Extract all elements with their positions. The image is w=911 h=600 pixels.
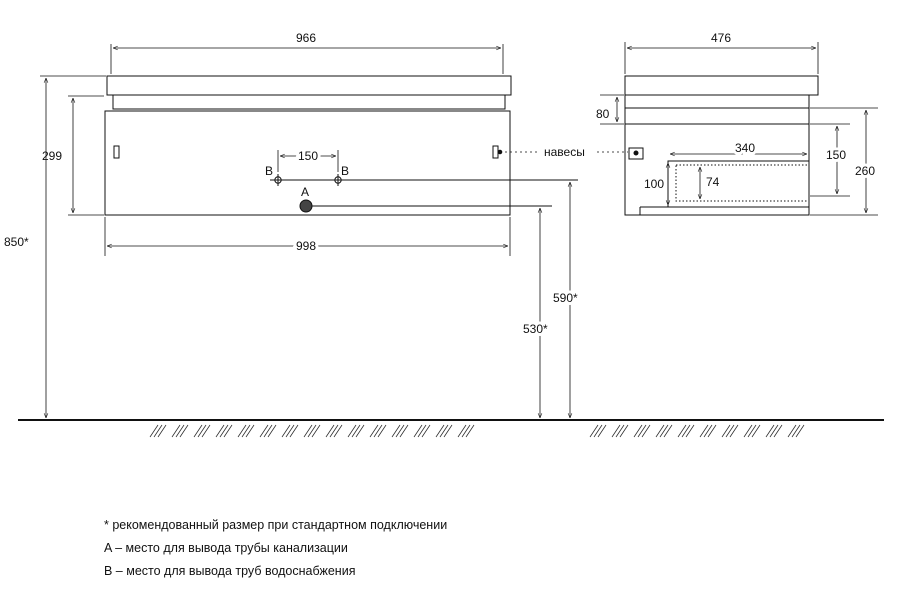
front-view (40, 44, 578, 418)
hatch-stroke (220, 425, 228, 437)
hatch-stroke (418, 425, 426, 437)
dim-340: 340 (734, 141, 756, 155)
hatch-stroke (172, 425, 180, 437)
label-b-right: B (341, 164, 350, 178)
hatch-stroke (642, 425, 650, 437)
dim-150-pipes: 150 (297, 149, 319, 163)
dim-966: 966 (295, 31, 317, 45)
dim-74: 74 (706, 175, 720, 189)
hatch-stroke (242, 425, 250, 437)
hatch-stroke (660, 425, 668, 437)
hatch-stroke (378, 425, 386, 437)
label-a: A (301, 185, 310, 199)
hatch-stroke (774, 425, 782, 437)
hatch-stroke (304, 425, 312, 437)
hatch-stroke (656, 425, 664, 437)
hatch-stroke (268, 425, 276, 437)
hatch-stroke (264, 425, 272, 437)
hatch-stroke (374, 425, 382, 437)
hatch-stroke (260, 425, 268, 437)
hatch-stroke (726, 425, 734, 437)
hatch-stroke (158, 425, 166, 437)
dim-590: 590* (553, 291, 578, 305)
hatch-stroke (598, 425, 606, 437)
hatch-stroke (414, 425, 422, 437)
hatch-stroke (396, 425, 404, 437)
hatch-stroke (198, 425, 206, 437)
hatch-stroke (180, 425, 188, 437)
hatch-stroke (150, 425, 158, 437)
hatch-stroke (752, 425, 760, 437)
hatch-stroke (216, 425, 224, 437)
hatch-stroke (290, 425, 298, 437)
hatch-stroke (246, 425, 254, 437)
hatch-stroke (796, 425, 804, 437)
hatch-stroke (326, 425, 334, 437)
hatch-stroke (766, 425, 774, 437)
dim-150-drawer: 150 (826, 148, 847, 162)
side-view (498, 42, 878, 215)
hatch-stroke (392, 425, 400, 437)
hatch-stroke (436, 425, 444, 437)
countertop-underside (113, 95, 505, 109)
hatch-stroke (312, 425, 320, 437)
floor-hatch-right (590, 425, 804, 437)
notes (104, 514, 447, 583)
hatch-stroke (444, 425, 452, 437)
pipe-a (300, 200, 312, 212)
side-drawer-inner (676, 165, 809, 201)
hatch-stroke (282, 425, 290, 437)
hatch-stroke (348, 425, 356, 437)
hatch-stroke (440, 425, 448, 437)
hatch-stroke (154, 425, 162, 437)
note-a: A – место для вывода трубы канализации (104, 541, 348, 555)
hatch-stroke (356, 425, 364, 437)
hatch-stroke (788, 425, 796, 437)
hatch-stroke (176, 425, 184, 437)
hatch-stroke (352, 425, 360, 437)
hatch-stroke (202, 425, 210, 437)
hatch-stroke (704, 425, 712, 437)
dim-850: 850* (4, 235, 29, 249)
side-countertop (625, 76, 818, 95)
hatch-stroke (422, 425, 430, 437)
hatch-stroke (708, 425, 716, 437)
note-recommended: * рекомендованный размер при стандартном подключении (104, 518, 448, 532)
hatch-stroke (400, 425, 408, 437)
dim-476: 476 (710, 31, 732, 45)
hatch-stroke (308, 425, 316, 437)
hatch-stroke (224, 425, 232, 437)
hatch-stroke (370, 425, 378, 437)
floor-hatch-left (150, 425, 474, 437)
hatch-stroke (286, 425, 294, 437)
hatch-stroke (686, 425, 694, 437)
hatch-stroke (664, 425, 672, 437)
hatch-stroke (638, 425, 646, 437)
countertop (107, 76, 511, 95)
hatch-stroke (770, 425, 778, 437)
side-drawer (668, 161, 809, 207)
hatch-stroke (730, 425, 738, 437)
hatch-stroke (700, 425, 708, 437)
hinges-label: навесы (544, 145, 585, 159)
hinge-left (114, 146, 119, 158)
note-b: B – место для вывода труб водоснабжения (104, 564, 356, 578)
hatch-stroke (194, 425, 202, 437)
dim-530: 530* (523, 322, 548, 336)
dim-299: 299 (41, 149, 62, 163)
hatch-stroke (594, 425, 602, 437)
hatch-stroke (616, 425, 624, 437)
hatch-stroke (620, 425, 628, 437)
hinge-right (493, 146, 498, 158)
label-b-left: B (265, 164, 274, 178)
hatch-stroke (458, 425, 466, 437)
hatch-stroke (462, 425, 470, 437)
hatch-stroke (634, 425, 642, 437)
dim-100: 100 (643, 177, 664, 191)
hatch-stroke (334, 425, 342, 437)
hatch-stroke (612, 425, 620, 437)
hatch-stroke (678, 425, 686, 437)
hatch-stroke (722, 425, 730, 437)
dim-998: 998 (295, 239, 317, 253)
hatch-stroke (744, 425, 752, 437)
dim-260: 260 (855, 164, 876, 178)
hatch-stroke (792, 425, 800, 437)
dim-80: 80 (596, 107, 610, 121)
cabinet-body (105, 111, 510, 215)
hatch-stroke (238, 425, 246, 437)
hatch-stroke (330, 425, 338, 437)
hatch-stroke (466, 425, 474, 437)
hatch-stroke (682, 425, 690, 437)
hatch-stroke (748, 425, 756, 437)
side-body (625, 95, 809, 215)
hatch-stroke (590, 425, 598, 437)
